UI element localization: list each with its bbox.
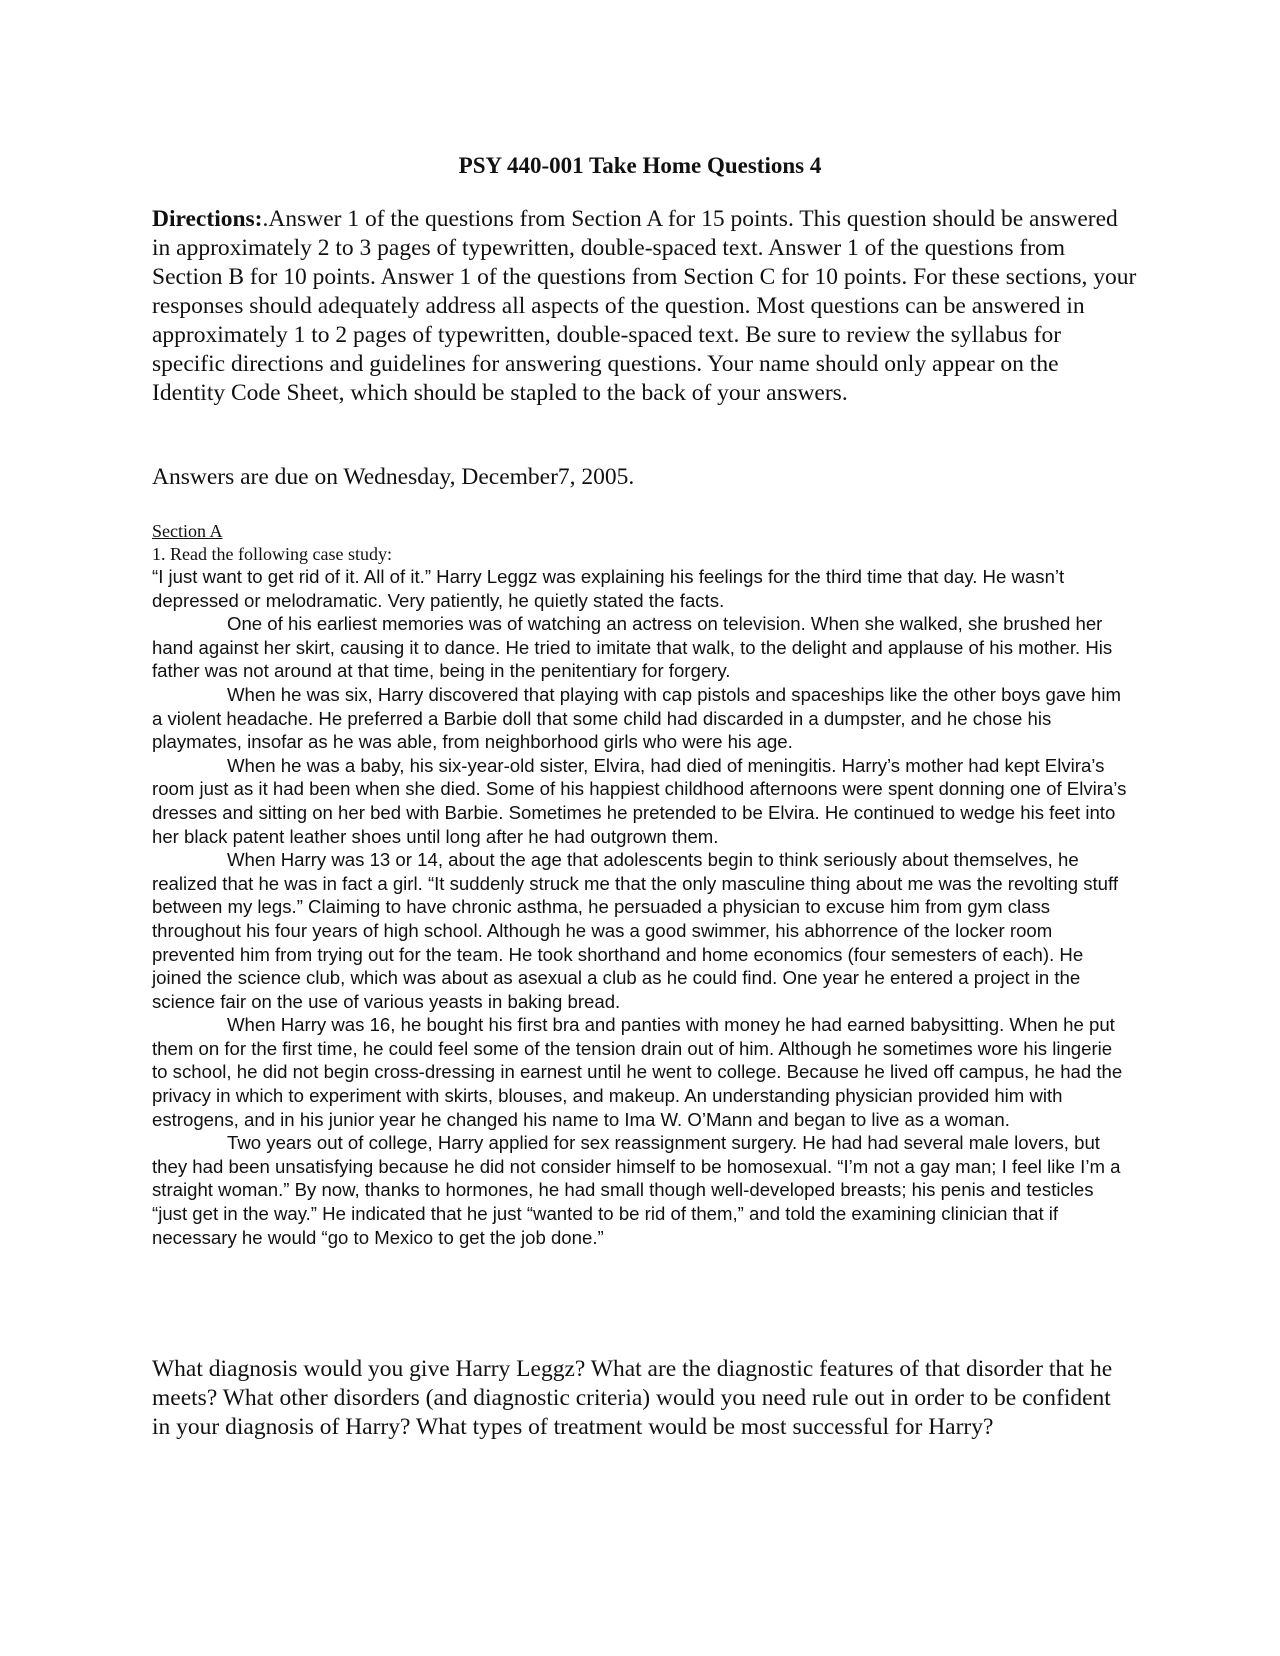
directions-text: .Answer 1 of the questions from Section A for 15 points. This question should be answered in approximately 2 to 3 pages of typewritten, double-spaced text. Answer 1 of the questions from Section B for 10 points. Answer 1 of the questions from Section C for 10 points. For these sections, your responses should adequately address all aspects of the question. Most questions can be answered in approximately 1 to 2 pages of typewritten, double-spaced text. Be sure to review the syllabus for specific directions and guidelines for answering questions. Your name should only appear on the Identity Code Sheet, which should be stapled to the back of your answers. — [152, 206, 1137, 406]
section-a-label: Section A — [152, 521, 223, 541]
directions-paragraph — [152, 205, 1137, 408]
directions-label: Directions: — [152, 206, 263, 232]
due-date: Answers are due on Wednesday, December7, 2005. — [152, 464, 635, 490]
case-paragraph: When he was a baby, his six-year-old sister, Elvira, had died of meningitis. Harry’s mother had kept Elvira’s room just as it had been when she died. Some of his happiest childhood afternoons were spent donning one of Elvira’s dresses and sitting on her bed with Barbie. Sometimes he pretended to be Elvira. He continued to wedge his feet into her black patent leather shoes until long after he had outgrown them. — [152, 754, 1127, 847]
case-paragraph: One of his earliest memories was of watching an actress on television. When she walked, she brushed her hand against her skirt, causing it to dance. He tried to imitate that walk, to the delight and applause of his mother. His father was not around at that time, being in the penitentiary for forgery. — [152, 613, 1113, 682]
page-title: PSY 440-001 Take Home Questions 4 — [458, 153, 822, 178]
case-paragraph: Two years out of college, Harry applied for sex reassignment surgery. He had had several male lovers, but they had been unsatisfying because he did not consider himself to be homosexual. “I’m not a gay man; I feel like I’m a straight woman.” By now, thanks to hormones, he had small though well-developed breasts; his penis and testicles “just get in the way.” He indicated that he just “wanted to be rid of them,” and told the examining clinician that if necessary he would “go to Mexico to get the job done.” — [152, 1132, 1121, 1248]
question-prompts: What diagnosis would you give Harry Leggz? What are the diagnostic features of that disorder that he meets? What other disorders (and diagnostic criteria) would you need rule out in order to be confident in your diagnosis of Harry? What types of treatment would be most successful for Harry? — [152, 1356, 1113, 1440]
case-paragraph: When Harry was 13 or 14, about the age that adolescents begin to think seriously about themselves, he realized that he was in fact a girl. “It suddenly struck me that the only masculine thing about me was the revolting stuff between my legs.” Claiming to have chronic asthma, he persuaded a physician to excuse him from gym class throughout his four years of high school. Although he was a good swimmer, his abhorrence of the locker room prevented him from trying out for the team. He took shorthand and home economics (four semesters of each). He joined the science club, which was about as asexual a club as he could find. One year he entered a project in the science fair on the use of various yeasts in baking bread. — [152, 849, 1118, 1012]
case-paragraph: When he was six, Harry discovered that playing with cap pistols and spaceships like the other boys gave him a violent headache. He preferred a Barbie doll that some child had discarded in a dumpster, and he chose his playmates, insofar as he was able, from neighborhood girls who were his age. — [152, 683, 1121, 753]
question-intro: 1. Read the following case study: — [152, 544, 392, 564]
case-study — [152, 565, 1132, 1249]
case-paragraph: “I just want to get rid of it. All of it.” Harry Leggz was explaining his feelings for the third time that day. He wasn’t depressed or melodramatic. Very patiently, he quietly stated the facts. — [152, 566, 1065, 611]
case-paragraph: When Harry was 16, he bought his first bra and panties with money he had earned babysitting. When he put them on for the first time, he could feel some of the tension drain out of him. Although he sometimes wore his lingerie to school, he did not begin cross-dressing in earnest until he went to college. Because he lived off campus, he had the privacy in which to experiment with skirts, blouses, and makeup. An understanding physician provided him with estrogens, and in his junior year he changed his name to Ima W. O’Mann and began to live as a woman. — [152, 1014, 1123, 1130]
